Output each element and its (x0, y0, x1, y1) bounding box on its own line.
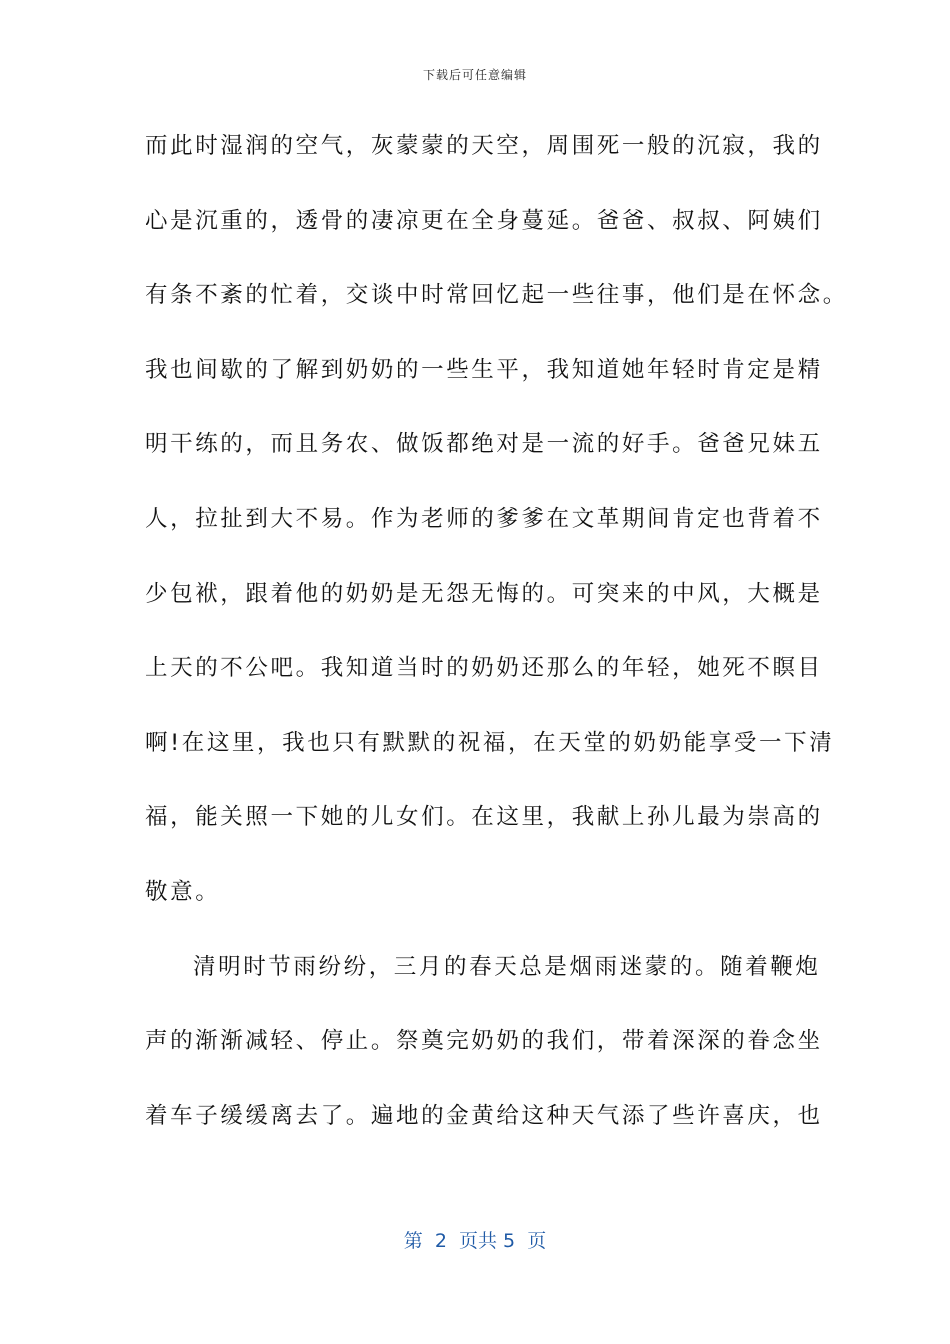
paragraph-start-line: 清明时节雨纷纷，三月的春天总是烟雨迷蒙的。随着鞭炮 (193, 953, 821, 980)
text-line: 我也间歇的了解到奶奶的一些生平，我知道她年轻时肯定是精 (145, 356, 823, 383)
text-line: 明干练的，而且务农、做饭都绝对是一流的好手。爸爸兄妹五 (145, 431, 823, 458)
text-line: 上天的不公吧。我知道当时的奶奶还那么的年轻，她死不瞑目 (145, 655, 823, 682)
text-line: 敬意。 (145, 878, 221, 905)
page-header: 下载后可任意编辑 (422, 68, 527, 82)
text-line: 着车子缓缓离去了。遍地的金黄给这种天气添了些许喜庆，也 (145, 1102, 823, 1129)
document-body (145, 118, 848, 1162)
text-line: 福，能关照一下她的儿女们。在这里，我献上孙儿最为崇高的 (145, 804, 823, 831)
text-line: 声的渐渐减轻、停止。祭奠完奶奶的我们，带着深深的眷念坐 (145, 1028, 823, 1055)
text-line: 心是沉重的，透骨的凄凉更在全身蔓延。爸爸、叔叔、阿姨们 (145, 207, 823, 234)
text-line: 而此时湿润的空气，灰蒙蒙的天空，周围死一般的沉寂，我的 (145, 133, 823, 159)
page-number-footer: 第 2 页共 5 页 (403, 1230, 547, 1252)
text-line: 人，拉扯到大不易。作为老师的爹爹在文革期间肯定也背着不 (145, 505, 823, 532)
text-line: 少包袱，跟着他的奶奶是无怨无悔的。可突来的中风，大概是 (145, 580, 823, 607)
text-line: 有条不紊的忙着，交谈中时常回忆起一些往事，他们是在怀念。 (145, 282, 848, 309)
text-line: 啊!在这里，我也只有默默的祝福，在天堂的奶奶能享受一下清 (145, 729, 835, 756)
